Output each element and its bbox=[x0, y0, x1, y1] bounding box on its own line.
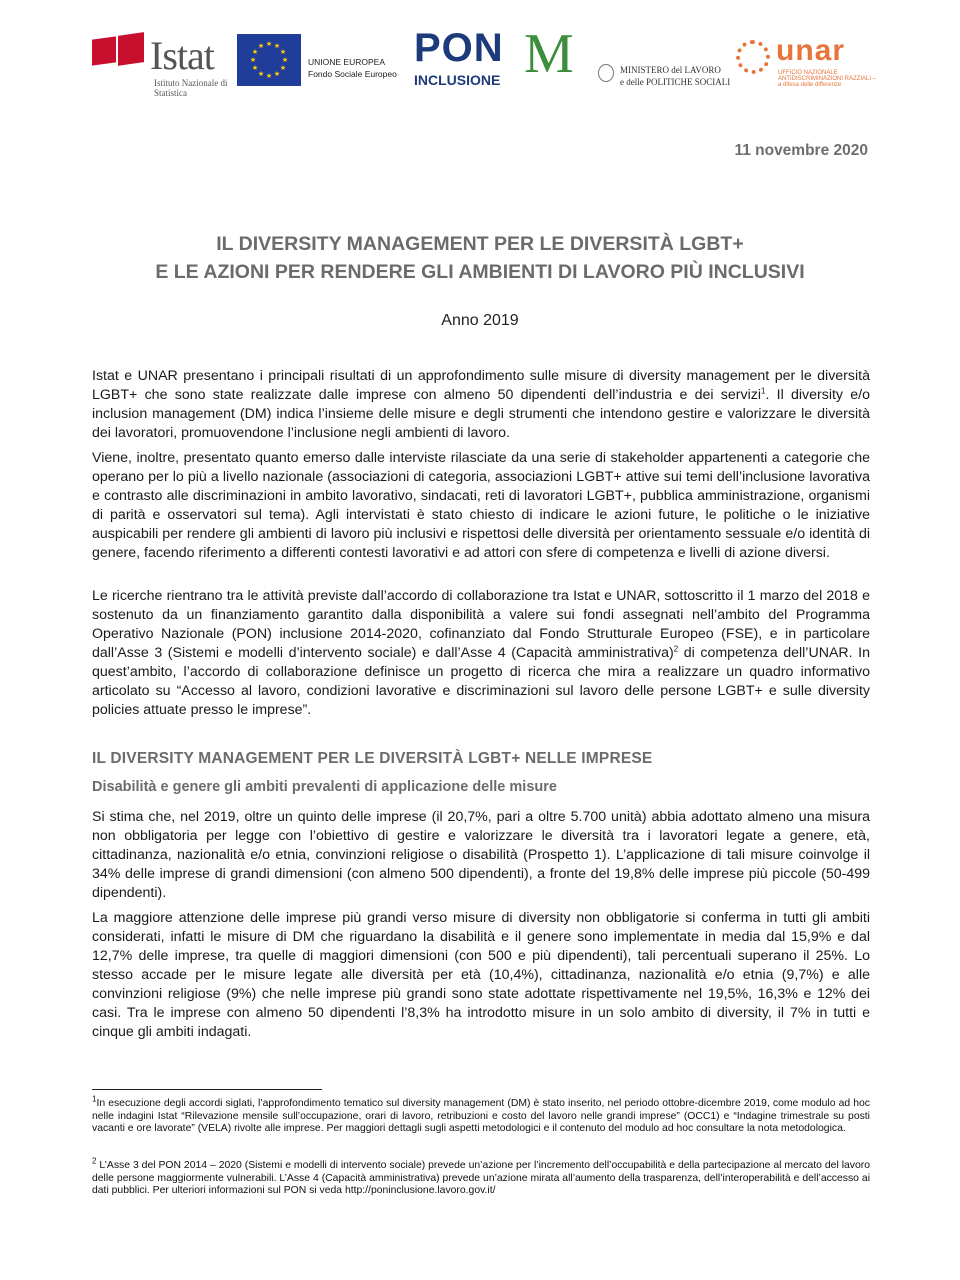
footnote-ref-2[interactable]: 2 bbox=[673, 644, 679, 654]
footnote-1: $^1$In esecuzione degli accordi siglati, l’approfondimento tematico sul diversity management (DM) è stato inserito, nel periodo ottobre-dicembre 2019, come modulo ad hoc nelle indagini Istat “Rilevazione mensile sull’occupazione, orari di lavoro, retribuzioni e costo del lavoro nelle grandi imprese” (OCC1) e “Indagine trimestrale su posti vacanti e ore lavorate” (VELA) rivolte alle imprese. Per maggiori dettagli sugli aspetti metodologici e il contenuto del modulo ad hoc consultare la nota metodologica. bbox=[92, 1094, 870, 1134]
eu-flag-icon bbox=[237, 34, 301, 86]
section-subheading: Disabilità e genere gli ambiti prevalenti di applicazione delle misure bbox=[92, 779, 557, 795]
header-logos bbox=[92, 23, 877, 110]
unar-burst-icon bbox=[736, 40, 770, 74]
document-title-line1: IL DIVERSITY MANAGEMENT PER LE DIVERSITÀ LGBT+ bbox=[216, 233, 744, 255]
unar-logo: unar UFFICIO NAZIONALE ANTIDISCRIMINAZIONI RAZZIALI – a difesa delle differenze bbox=[736, 38, 876, 98]
results-paragraph-2: La maggiore attenzione delle imprese più grandi verso misure di diversity non obbligatorie si conferma in tutti gli ambiti considerati, infatti le misure di DM che riguardano la disabilità e il genere sono implementate in media dal 15,9% e dal 12,7% delle imprese, tra quelle di maggiori dimensioni (con 500 e più dipendenti), tali percentuali superano il 25%. Lo stesso accade per le misure legate alle diversità per età (10,4%), cittadinanza, nazionalità e/o etnia (9,7%) e alle convinzioni religiose (9%) che nelle imprese più grandi sono state adottate rispettivamente nel 19,5%, 16,3% e 12% dei casi. Tra le imprese con almeno 50 dipendenti l’8,3% ha introdotto misure in un solo ambito di diversity, il 7% in tutti e cinque gli ambiti indagati. bbox=[92, 910, 870, 1040]
svg-text:★: ★ bbox=[251, 64, 259, 72]
eu-label: UNIONE EUROPEA Fondo Sociale Europeo bbox=[308, 57, 397, 79]
svg-text:★: ★ bbox=[265, 72, 273, 80]
footnote-2: $^2$ L’Asse 3 del PON 2014 – 2020 (Sistemi e modelli di intervento sociale) prevede un’azione per l’incremento dell’occupabilità e della partecipazione al mercato del lavoro delle persone maggiormente vulnerabili. L’Asse 4 (Capacità amministrativa) prevede un’azione mirata all’aumento della trasparenza, dell’interoperabilità e dell’accesso ai dati pubblici. Per ulteriori informazioni sul PON si veda http://poninclusione.lavoro.gov.it/ bbox=[92, 1156, 870, 1196]
document-title-line2: E LE AZIONI PER RENDERE GLI AMBIENTI DI LAVORO PIÙ INCLUSIVI bbox=[155, 261, 805, 283]
svg-text:★: ★ bbox=[279, 48, 287, 56]
istat-logo: Istat Istituto Nazionale di Statistica bbox=[92, 30, 232, 105]
svg-text:★: ★ bbox=[257, 70, 265, 78]
footnote-divider bbox=[92, 1089, 322, 1090]
stakeholder-paragraph: Viene, inoltre, presentato quanto emerso dalle interviste rilasciate da una serie di stakeholder appartenenti a categorie che operano per lo più a livello nazionale (associazioni di categoria, associazioni LGBT+ attive sui temi dell’inclusione lavorativa e contrasto alle discriminazioni in ambito lavorativo, sindacati, reti di lavoratori LGBT+, pubblica amministrazione, organismi di parità e osservatori sul tema). Agli intervistati è stato chiesto di indicare le azioni future, le politiche o le iniziative auspicabili per rendere gli ambienti di lavoro più inclusivi e rispettosi delle diversità per orientamento sessuale e/o identità di genere, facendo riferimento a differenti contesti lavorativi e ad attori con sfere di competenza e livelli di azione diversi. bbox=[92, 450, 870, 561]
section-heading: IL DIVERSITY MANAGEMENT PER LE DIVERSITÀ LGBT+ NELLE IMPRESE bbox=[92, 750, 653, 767]
ministry-label: MINISTERO del LAVORO e delle POLITICHE SOCIALI bbox=[620, 65, 731, 87]
results-paragraph-1: Si stima che, nel 2019, oltre un quinto delle imprese (il 20,7%, pari a oltre 5.700 unità) abbia adottato almeno una misura non obbligatoria per legge con l’obiettivo di gestire e valorizzare le diversità tra i lavoratori legate a genere, età, cittadinanza, nazionalità e/o etnia, convinzioni religiose o disabilità (Prospetto 1). L’applicazione di tali misure coinvolge il 34% delle imprese di grandi dimensioni (con almeno 500 dipendenti), a fronte del 19,8% delle imprese più piccole (50-499 dipendenti). bbox=[92, 809, 870, 901]
svg-text:★: ★ bbox=[281, 56, 289, 64]
ministry-logo-mark: M bbox=[524, 23, 574, 85]
reference-year: Anno 2019 bbox=[441, 312, 519, 329]
pon-inclusione-logo: PON INCLUSIONE bbox=[414, 26, 504, 88]
svg-text:★: ★ bbox=[279, 64, 287, 72]
svg-text:★: ★ bbox=[251, 48, 259, 56]
collaboration-paragraph: Le ricerche rientrano tra le attività previste dall’accordo di collaborazione tra Istat e UNAR, sottoscritto il 1 marzo del 2018 e sostenuto da un finanziamento garantito dalla disponibilità a valere sui fondi assegnati nell’ambito del Programma Operativo Nazionale (PON) inclusione 2014-2020, cofinanziato dal Fondo Strutturale Europeo (FSE), e in particolare dall’Asse 3 (Sistemi e modelli d’intervento sociale) e dall’Asse 4 (Capacità amministrativa)$^2$ di competenza dell’UNAR. In quest’ambito, l’accordo di collaborazione definisce un progetto di ricerca che mira a realizzare un quadro informativo articolato su “Accesso al lavoro, condizioni lavorative e discriminazioni sul lavoro delle persone LGBT+ e sulle diversity policies attuate presso le imprese”. bbox=[92, 588, 870, 718]
footnote-ref-1[interactable]: 1 bbox=[760, 386, 766, 396]
republic-emblem-icon bbox=[598, 64, 614, 82]
publication-date: 11 novembre 2020 bbox=[734, 142, 868, 159]
intro-paragraph: Istat e UNAR presentano i principali risultati di un approfondimento sulle misure di diversity management per le diversità LGBT+ che sono state realizzate dalle imprese con almeno 50 dipendenti dell’industria e dei servizi$^1$. Il diversity e/o inclusion management (DM) indica l’insieme delle misure e degli strumenti che intendono gestire e valorizzare le diversità dei lavoratori, promuovendone l’inclusione negli ambienti di lavoro. bbox=[92, 368, 870, 441]
svg-text:★: ★ bbox=[273, 42, 281, 50]
svg-text:★: ★ bbox=[273, 70, 281, 78]
svg-text:★: ★ bbox=[265, 40, 273, 48]
svg-text:★: ★ bbox=[249, 56, 257, 64]
svg-text:★: ★ bbox=[257, 42, 265, 50]
